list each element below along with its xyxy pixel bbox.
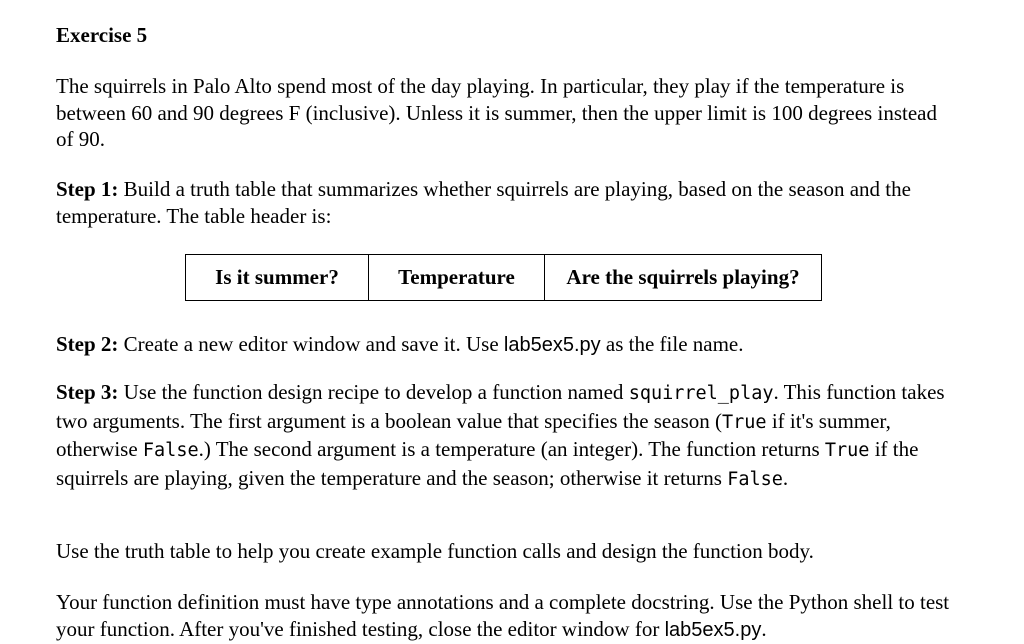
step-1-label: Step 1: [56,177,119,201]
function-name-code: squirrel_play [628,383,774,404]
false-code-2: False [727,468,783,490]
step-3-text-d: .) The second argument is a temperature (an integer). The function returns [198,437,825,461]
final-paragraph [56,589,956,643]
header-cell-temperature: Temperature [369,255,545,301]
step-2-label: Step 2: [56,332,119,356]
step-2-text-b: as the file name. [600,332,744,356]
step-3-label: Step 3: [56,380,119,404]
true-code-2: True [824,440,870,461]
step-3-text-b: . This function takes two arguments. The first argument is a boolean value that specifies the season ( [56,380,945,433]
table-header-row [186,255,822,301]
exercise-intro: The squirrels in Palo Alto spend most of the day playing. In particular, they play if the temperature is between 60 and 90 degrees F (inclusive). Unless it is summer, then the upper limit is 100 degrees instead of 90. [56,74,937,151]
step-2-filename: lab5ex5.py [503,334,601,356]
true-code-1: True [722,411,767,433]
step-3-text-f: . [782,465,789,490]
step-3-text-c: if it's summer, otherwise [56,408,891,461]
step-2-text-a: Create a new editor window and save it. Use [118,332,504,356]
step-2-paragraph [56,331,956,359]
final-filename: lab5ex5.py [664,618,762,641]
final-text-a: Your function definition must have type annotations and a complete docstring. Use the Python shell to test your function. After you've finished testing, close the editor window for [56,590,950,641]
false-code-1: False [142,440,199,461]
step-3-text-a: Use the function design recipe to develop a function named [118,380,629,404]
exercise-title: Exercise 5 [56,23,148,47]
truth-table-header [185,254,822,301]
truth-table-note: Use the truth table to help you create example function calls and design the function body. [56,539,814,563]
header-cell-playing: Are the squirrels playing? [545,255,822,301]
final-text-b: . [761,616,767,641]
step-3-text-e: if the squirrels are playing, given the temperature and the season; otherwise it returns [56,437,919,490]
header-cell-summer: Is it summer? [186,255,369,301]
step-1-paragraph [56,176,956,229]
step-1-text: Build a truth table that summarizes whether squirrels are playing, based on the season and the temperature. The table header is: [56,177,911,228]
step-3-paragraph [56,379,956,493]
